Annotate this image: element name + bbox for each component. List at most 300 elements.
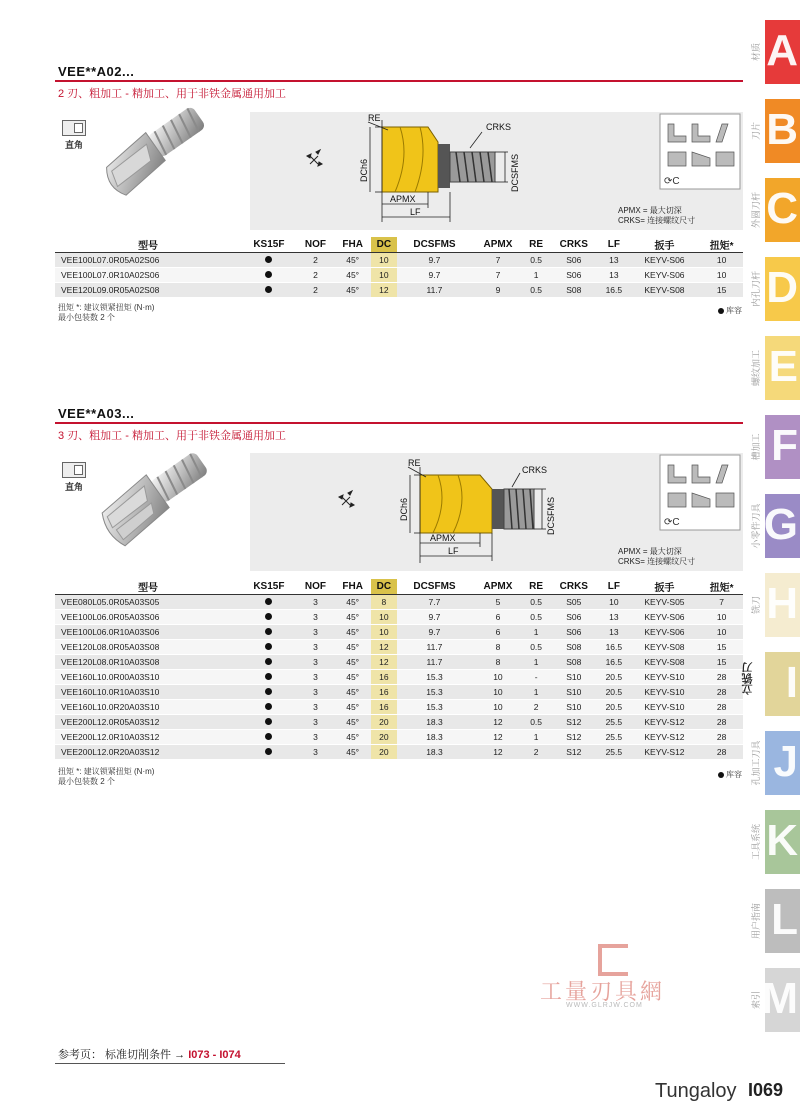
table-cell: 15 — [700, 283, 743, 298]
chapter-tab-label: 材质 — [751, 42, 761, 62]
table-cell: 10 — [700, 253, 743, 268]
table-cell: 28 — [700, 715, 743, 730]
stock-dot-icon — [265, 643, 272, 650]
table-cell: S08 — [549, 655, 600, 670]
table-cell: S05 — [549, 595, 600, 610]
table-cell: KEYV-S08 — [629, 640, 701, 655]
package-note: 最小包装数 2 个 — [58, 313, 115, 322]
stock-dot-icon — [265, 271, 272, 278]
table-cell — [241, 685, 297, 700]
chapter-tab-i[interactable] — [765, 652, 800, 716]
table-cell: 13 — [599, 268, 629, 283]
stock-dot-icon — [718, 772, 724, 778]
table-cell: 45° — [334, 700, 371, 715]
table-row — [55, 625, 743, 640]
apmx-dim-label: APMX — [430, 533, 456, 543]
chapter-tab-label: 内孔刀杆 — [751, 270, 761, 308]
table-cell: - — [524, 670, 549, 685]
table-cell: 1 — [524, 268, 549, 283]
table-cell: 15 — [700, 640, 743, 655]
chapter-tab-letter: H — [766, 579, 798, 628]
table-cell: KEYV-S06 — [629, 268, 701, 283]
table-cell: 3 — [297, 700, 335, 715]
table-cell: 3 — [297, 745, 335, 760]
table-cell: 11.7 — [397, 283, 472, 298]
section2-notes — [58, 767, 154, 787]
section1-stock-legend: 库容 — [718, 305, 742, 316]
chapter-tab-h[interactable] — [751, 573, 800, 637]
table-cell: KEYV-S12 — [629, 730, 701, 745]
table-cell: 45° — [334, 268, 371, 283]
chapter-tab-g[interactable] — [751, 494, 800, 558]
stock-dot-icon — [265, 613, 272, 620]
table-cell: S06 — [549, 625, 600, 640]
stock-dot-icon — [265, 673, 272, 680]
table-cell: KEYV-S06 — [629, 610, 701, 625]
table-cell: 7 — [700, 595, 743, 610]
chapter-tab-a[interactable] — [751, 20, 800, 84]
table-cell — [241, 745, 297, 760]
chapter-tab-letter: L — [771, 895, 798, 944]
chapter-tab-label: 槽加工 — [751, 433, 761, 461]
chapter-tab-e[interactable] — [751, 336, 800, 400]
table-cell: 0.5 — [524, 715, 549, 730]
section1-notes — [58, 303, 154, 323]
table-cell — [241, 610, 297, 625]
table-cell: S06 — [549, 610, 600, 625]
table-cell: KEYV-S12 — [629, 745, 701, 760]
column-header: DC — [371, 237, 397, 253]
table-cell: 15 — [700, 655, 743, 670]
table-cell: 45° — [334, 730, 371, 745]
table-cell: 2 — [297, 253, 335, 268]
stock-dot-icon — [265, 688, 272, 695]
table-cell: 45° — [334, 640, 371, 655]
table-cell: 45° — [334, 670, 371, 685]
endmill-head-photo-3flute — [95, 445, 245, 570]
svg-text:⟳C: ⟳C — [664, 176, 680, 187]
application-icons — [660, 455, 740, 530]
legend-crks: CRKS= 连接螺纹尺寸 — [618, 557, 696, 566]
table-row — [55, 610, 743, 625]
column-header: KS15F — [241, 237, 297, 253]
chapter-tab-l[interactable] — [751, 889, 800, 953]
chapter-tab-label: 用户指南 — [751, 902, 761, 940]
chapter-tab-k[interactable] — [751, 810, 800, 874]
table-cell — [241, 595, 297, 610]
section2-spec-table — [55, 579, 743, 760]
table-cell: KEYV-S08 — [629, 655, 701, 670]
re-dim-label: RE — [408, 458, 421, 468]
column-header: 扳手 — [629, 237, 701, 253]
chapter-tab-letter: B — [766, 105, 798, 154]
column-header: 型号 — [55, 579, 241, 595]
table-cell: 28 — [700, 685, 743, 700]
stock-dot-icon — [265, 256, 272, 263]
section2-stock-legend: 库容 — [718, 769, 742, 780]
table-cell: 10 — [371, 268, 397, 283]
table-cell: 2 — [297, 283, 335, 298]
page-number: I069 — [748, 1080, 784, 1100]
column-header: RE — [524, 237, 549, 253]
table-cell: 12 — [472, 715, 524, 730]
table-cell — [241, 730, 297, 745]
package-note: 最小包装数 2 个 — [58, 777, 115, 786]
section2-divider — [55, 422, 743, 424]
model-code-cell: VEE120L09.0R05A02S08 — [55, 283, 241, 298]
table-cell: 18.3 — [397, 730, 472, 745]
table-cell: 7.7 — [397, 595, 472, 610]
table-cell: 18.3 — [397, 715, 472, 730]
table-cell: 10 — [371, 625, 397, 640]
column-header: LF — [599, 237, 629, 253]
table-cell: KEYV-S08 — [629, 283, 701, 298]
table-cell: 20 — [371, 715, 397, 730]
model-code-cell: VEE100L07.0R05A02S06 — [55, 253, 241, 268]
section2-dimension-drawing — [250, 453, 743, 571]
table-cell: 12 — [371, 655, 397, 670]
right-angle-corner-icon — [62, 120, 86, 136]
table-cell: 20 — [371, 745, 397, 760]
watermark-logo — [598, 944, 628, 976]
section1-divider — [55, 80, 743, 82]
table-cell: 8 — [472, 640, 524, 655]
table-cell: 3 — [297, 625, 335, 640]
table-cell: 10 — [371, 610, 397, 625]
table-cell: 7 — [472, 268, 524, 283]
model-code-cell: VEE120L08.0R10A03S08 — [55, 655, 241, 670]
table-cell: 45° — [334, 610, 371, 625]
model-code-cell: VEE160L10.0R20A03S10 — [55, 700, 241, 715]
table-cell: 13 — [599, 610, 629, 625]
table-cell: 45° — [334, 253, 371, 268]
table-cell: 16 — [371, 700, 397, 715]
table-cell — [241, 253, 297, 268]
table-cell: 28 — [700, 700, 743, 715]
table-cell: 45° — [334, 595, 371, 610]
table-row — [55, 655, 743, 670]
table-cell: 9 — [472, 283, 524, 298]
chapter-tab-m[interactable] — [751, 968, 800, 1032]
stock-dot-icon — [265, 286, 272, 293]
table-cell: 2 — [524, 745, 549, 760]
active-chapter-label: 立铣刀 — [742, 662, 754, 695]
chapter-tab-letter: G — [763, 500, 798, 549]
table-cell: 12 — [472, 745, 524, 760]
table-cell: 2 — [297, 268, 335, 283]
table-cell: 9.7 — [397, 253, 472, 268]
dc-dim-label: DCh6 — [399, 497, 409, 521]
table-cell: 9.7 — [397, 268, 472, 283]
table-cell: 7 — [472, 253, 524, 268]
table-cell: 25.5 — [599, 730, 629, 745]
table-cell: 28 — [700, 745, 743, 760]
table-cell: 3 — [297, 685, 335, 700]
chapter-tab-label: 小零件刀具 — [751, 503, 761, 549]
reference-link[interactable]: I073 - I074 — [188, 1049, 241, 1061]
table-row — [55, 685, 743, 700]
column-header: DC — [371, 579, 397, 595]
section1-subtitle: 2 刃、粗加工 - 精加工、用于非铁金属通用加工 — [58, 88, 286, 100]
table-cell: 45° — [334, 283, 371, 298]
stock-dot-icon — [718, 308, 724, 314]
table-cell: 20.5 — [599, 700, 629, 715]
chapter-tab-letter: A — [766, 26, 798, 75]
section1-title: VEE**A02... — [58, 64, 135, 79]
table-cell: 1 — [524, 625, 549, 640]
table-cell — [241, 670, 297, 685]
chapter-tab-b[interactable] — [751, 99, 800, 163]
chapter-tab-letter: D — [766, 263, 798, 312]
chapter-tab-letter: J — [773, 737, 798, 786]
table-row — [55, 715, 743, 730]
table-cell: 3 — [297, 655, 335, 670]
column-header: KS15F — [241, 579, 297, 595]
table-cell: 45° — [334, 715, 371, 730]
model-code-cell: VEE100L06.0R10A03S06 — [55, 625, 241, 640]
table-row — [55, 253, 743, 268]
table-cell: KEYV-S06 — [629, 625, 701, 640]
table-row — [55, 730, 743, 745]
table-cell: 10 — [472, 685, 524, 700]
table-cell: 1 — [524, 730, 549, 745]
table-cell: S06 — [549, 268, 600, 283]
table-cell: S06 — [549, 253, 600, 268]
reference-pages — [58, 1046, 241, 1062]
table-cell: 9.7 — [397, 610, 472, 625]
model-code-cell: VEE080L05.0R05A03S05 — [55, 595, 241, 610]
reference-underline — [55, 1063, 285, 1064]
table-cell: 28 — [700, 730, 743, 745]
table-cell: 6 — [472, 610, 524, 625]
table-row — [55, 700, 743, 715]
table-cell: 1 — [524, 685, 549, 700]
dcsfms-dim-label: DCSFMS — [546, 497, 556, 535]
reference-prefix: 参考页： 标准切削条件 → — [58, 1049, 186, 1061]
table-cell: 10 — [700, 268, 743, 283]
column-header: 扭矩* — [700, 237, 743, 253]
lf-dim-label: LF — [448, 546, 459, 556]
table-row — [55, 670, 743, 685]
table-row — [55, 640, 743, 655]
table-cell: 13 — [599, 253, 629, 268]
table-cell — [241, 655, 297, 670]
table-cell: 16.5 — [599, 640, 629, 655]
table-cell: 1 — [524, 655, 549, 670]
right-angle-corner-icon — [62, 462, 86, 478]
table-cell: 3 — [297, 730, 335, 745]
table-cell: 16 — [371, 670, 397, 685]
table-cell: KEYV-S05 — [629, 595, 701, 610]
table-cell: 16 — [371, 685, 397, 700]
table-cell: 10 — [371, 253, 397, 268]
table-row — [55, 595, 743, 610]
table-cell: 13 — [599, 625, 629, 640]
re-dim-label: RE — [368, 113, 381, 123]
crks-dim-label: CRKS — [486, 122, 512, 132]
table-cell: 3 — [297, 715, 335, 730]
column-header: 扭矩* — [700, 579, 743, 595]
table-cell: S12 — [549, 745, 600, 760]
model-code-cell: VEE160L10.0R10A03S10 — [55, 685, 241, 700]
table-cell — [241, 625, 297, 640]
chapter-tab-c[interactable] — [751, 178, 800, 242]
table-cell: 3 — [297, 595, 335, 610]
chapter-tab-label: 孔加工刀具 — [751, 740, 761, 786]
column-header: APMX — [472, 237, 524, 253]
table-cell: 0.5 — [524, 283, 549, 298]
chapter-tab-letter: I — [785, 658, 798, 707]
table-cell: 45° — [334, 625, 371, 640]
table-row — [55, 283, 743, 298]
table-cell: 45° — [334, 685, 371, 700]
chapter-tab-label: 铣刀 — [751, 595, 761, 615]
table-cell: 10 — [472, 700, 524, 715]
svg-text:⟳C: ⟳C — [664, 517, 680, 528]
table-cell: 6 — [472, 625, 524, 640]
stock-dot-icon — [265, 598, 272, 605]
table-cell: S08 — [549, 640, 600, 655]
torque-note: 扭矩 *: 建议锁紧扭矩 (N·m) — [58, 767, 155, 776]
chapter-tab-label: 工具系统 — [751, 823, 761, 861]
table-cell: 12 — [371, 640, 397, 655]
legend-crks: CRKS= 连接螺纹尺寸 — [618, 216, 696, 225]
table-cell: 28 — [700, 670, 743, 685]
column-header: FHA — [334, 237, 371, 253]
brand-name: Tungaloy — [655, 1080, 737, 1102]
model-code-cell: VEE200L12.0R05A03S12 — [55, 715, 241, 730]
table-cell: 0.5 — [524, 595, 549, 610]
table-cell: 12 — [371, 283, 397, 298]
column-header: DCSFMS — [397, 579, 472, 595]
table-cell: 10 — [599, 595, 629, 610]
chapter-tab-label: 刀片 — [751, 121, 761, 141]
table-cell: KEYV-S10 — [629, 670, 701, 685]
table-cell: 20 — [371, 730, 397, 745]
section2-title: VEE**A03... — [58, 406, 135, 421]
column-header: 扳手 — [629, 579, 701, 595]
table-cell: 10 — [700, 610, 743, 625]
table-cell: S10 — [549, 685, 600, 700]
chapter-tab-f[interactable] — [751, 415, 800, 479]
section1-spec-table — [55, 237, 743, 298]
table-cell — [241, 640, 297, 655]
table-cell: 3 — [297, 610, 335, 625]
legend-apmx: APMX = 最大切深 — [618, 547, 682, 556]
table-cell: 0.5 — [524, 253, 549, 268]
dc-dim-label: DCh6 — [359, 158, 369, 182]
chapter-tab-letter: C — [766, 184, 798, 233]
table-cell: 0.5 — [524, 610, 549, 625]
model-code-cell: VEE200L12.0R10A03S12 — [55, 730, 241, 745]
column-header: FHA — [334, 579, 371, 595]
model-code-cell: VEE100L07.0R10A02S06 — [55, 268, 241, 283]
stock-dot-icon — [265, 658, 272, 665]
table-cell: 11.7 — [397, 640, 472, 655]
table-cell: S12 — [549, 730, 600, 745]
chapter-tab-j[interactable] — [751, 731, 800, 795]
table-cell: S08 — [549, 283, 600, 298]
legend-apmx: APMX = 最大切深 — [618, 206, 682, 215]
section2-subtitle: 3 刃、粗加工 - 精加工、用于非铁金属通用加工 — [58, 430, 286, 442]
column-header: NOF — [297, 237, 335, 253]
table-cell: 15.3 — [397, 685, 472, 700]
chapter-tab-label: 外圆刀杆 — [751, 191, 761, 229]
table-cell: 11.7 — [397, 655, 472, 670]
table-cell: S10 — [549, 700, 600, 715]
column-header: CRKS — [549, 579, 600, 595]
endmill-head-photo-2flute — [95, 100, 245, 225]
model-code-cell: VEE100L06.0R05A03S06 — [55, 610, 241, 625]
table-cell: 0.5 — [524, 640, 549, 655]
table-cell: 16.5 — [599, 283, 629, 298]
table-cell: 20.5 — [599, 685, 629, 700]
model-code-cell: VEE120L08.0R05A03S08 — [55, 640, 241, 655]
table-cell: 10 — [472, 670, 524, 685]
section2-corner-label: 直角 — [65, 482, 84, 492]
model-code-cell: VEE160L10.0R00A03S10 — [55, 670, 241, 685]
dcsfms-dim-label: DCSFMS — [510, 154, 520, 192]
chapter-tab-letter: F — [771, 421, 798, 470]
table-cell: 5 — [472, 595, 524, 610]
section1-corner-label: 直角 — [65, 140, 84, 150]
column-header: RE — [524, 579, 549, 595]
table-cell: 25.5 — [599, 715, 629, 730]
table-cell: 45° — [334, 655, 371, 670]
table-cell — [241, 715, 297, 730]
table-cell — [241, 700, 297, 715]
table-cell: S10 — [549, 670, 600, 685]
table-cell: 9.7 — [397, 625, 472, 640]
table-cell: 8 — [472, 655, 524, 670]
chapter-tab-letter: E — [768, 342, 798, 391]
stock-dot-icon — [265, 718, 272, 725]
column-header: LF — [599, 579, 629, 595]
table-cell: KEYV-S12 — [629, 715, 701, 730]
table-row — [55, 268, 743, 283]
column-header: NOF — [297, 579, 335, 595]
watermark-url: WWW.GLRJW.COM — [566, 1002, 643, 1009]
table-cell: 2 — [524, 700, 549, 715]
table-cell: KEYV-S10 — [629, 685, 701, 700]
table-cell: 12 — [472, 730, 524, 745]
watermark-text: 工量刃具網 — [540, 979, 666, 1004]
table-cell: 20.5 — [599, 670, 629, 685]
crks-dim-label: CRKS — [522, 465, 548, 475]
column-header: 型号 — [55, 237, 241, 253]
table-row — [55, 745, 743, 760]
table-cell: 8 — [371, 595, 397, 610]
table-cell: 3 — [297, 640, 335, 655]
stock-dot-icon — [265, 628, 272, 635]
lf-dim-label: LF — [410, 207, 421, 217]
column-header: CRKS — [549, 237, 600, 253]
chapter-tab-label: 螺纹加工 — [751, 349, 761, 387]
table-cell: 16.5 — [599, 655, 629, 670]
table-cell — [241, 283, 297, 298]
torque-note: 扭矩 *: 建议锁紧扭矩 (N·m) — [58, 303, 155, 312]
table-cell: 15.3 — [397, 700, 472, 715]
table-cell — [241, 268, 297, 283]
section1-dimension-drawing — [250, 112, 743, 230]
column-header: DCSFMS — [397, 237, 472, 253]
stock-dot-icon — [265, 703, 272, 710]
table-cell: 18.3 — [397, 745, 472, 760]
table-cell: KEYV-S06 — [629, 253, 701, 268]
table-cell: KEYV-S10 — [629, 700, 701, 715]
apmx-dim-label: APMX — [390, 194, 416, 204]
chapter-tab-d[interactable] — [751, 257, 800, 321]
